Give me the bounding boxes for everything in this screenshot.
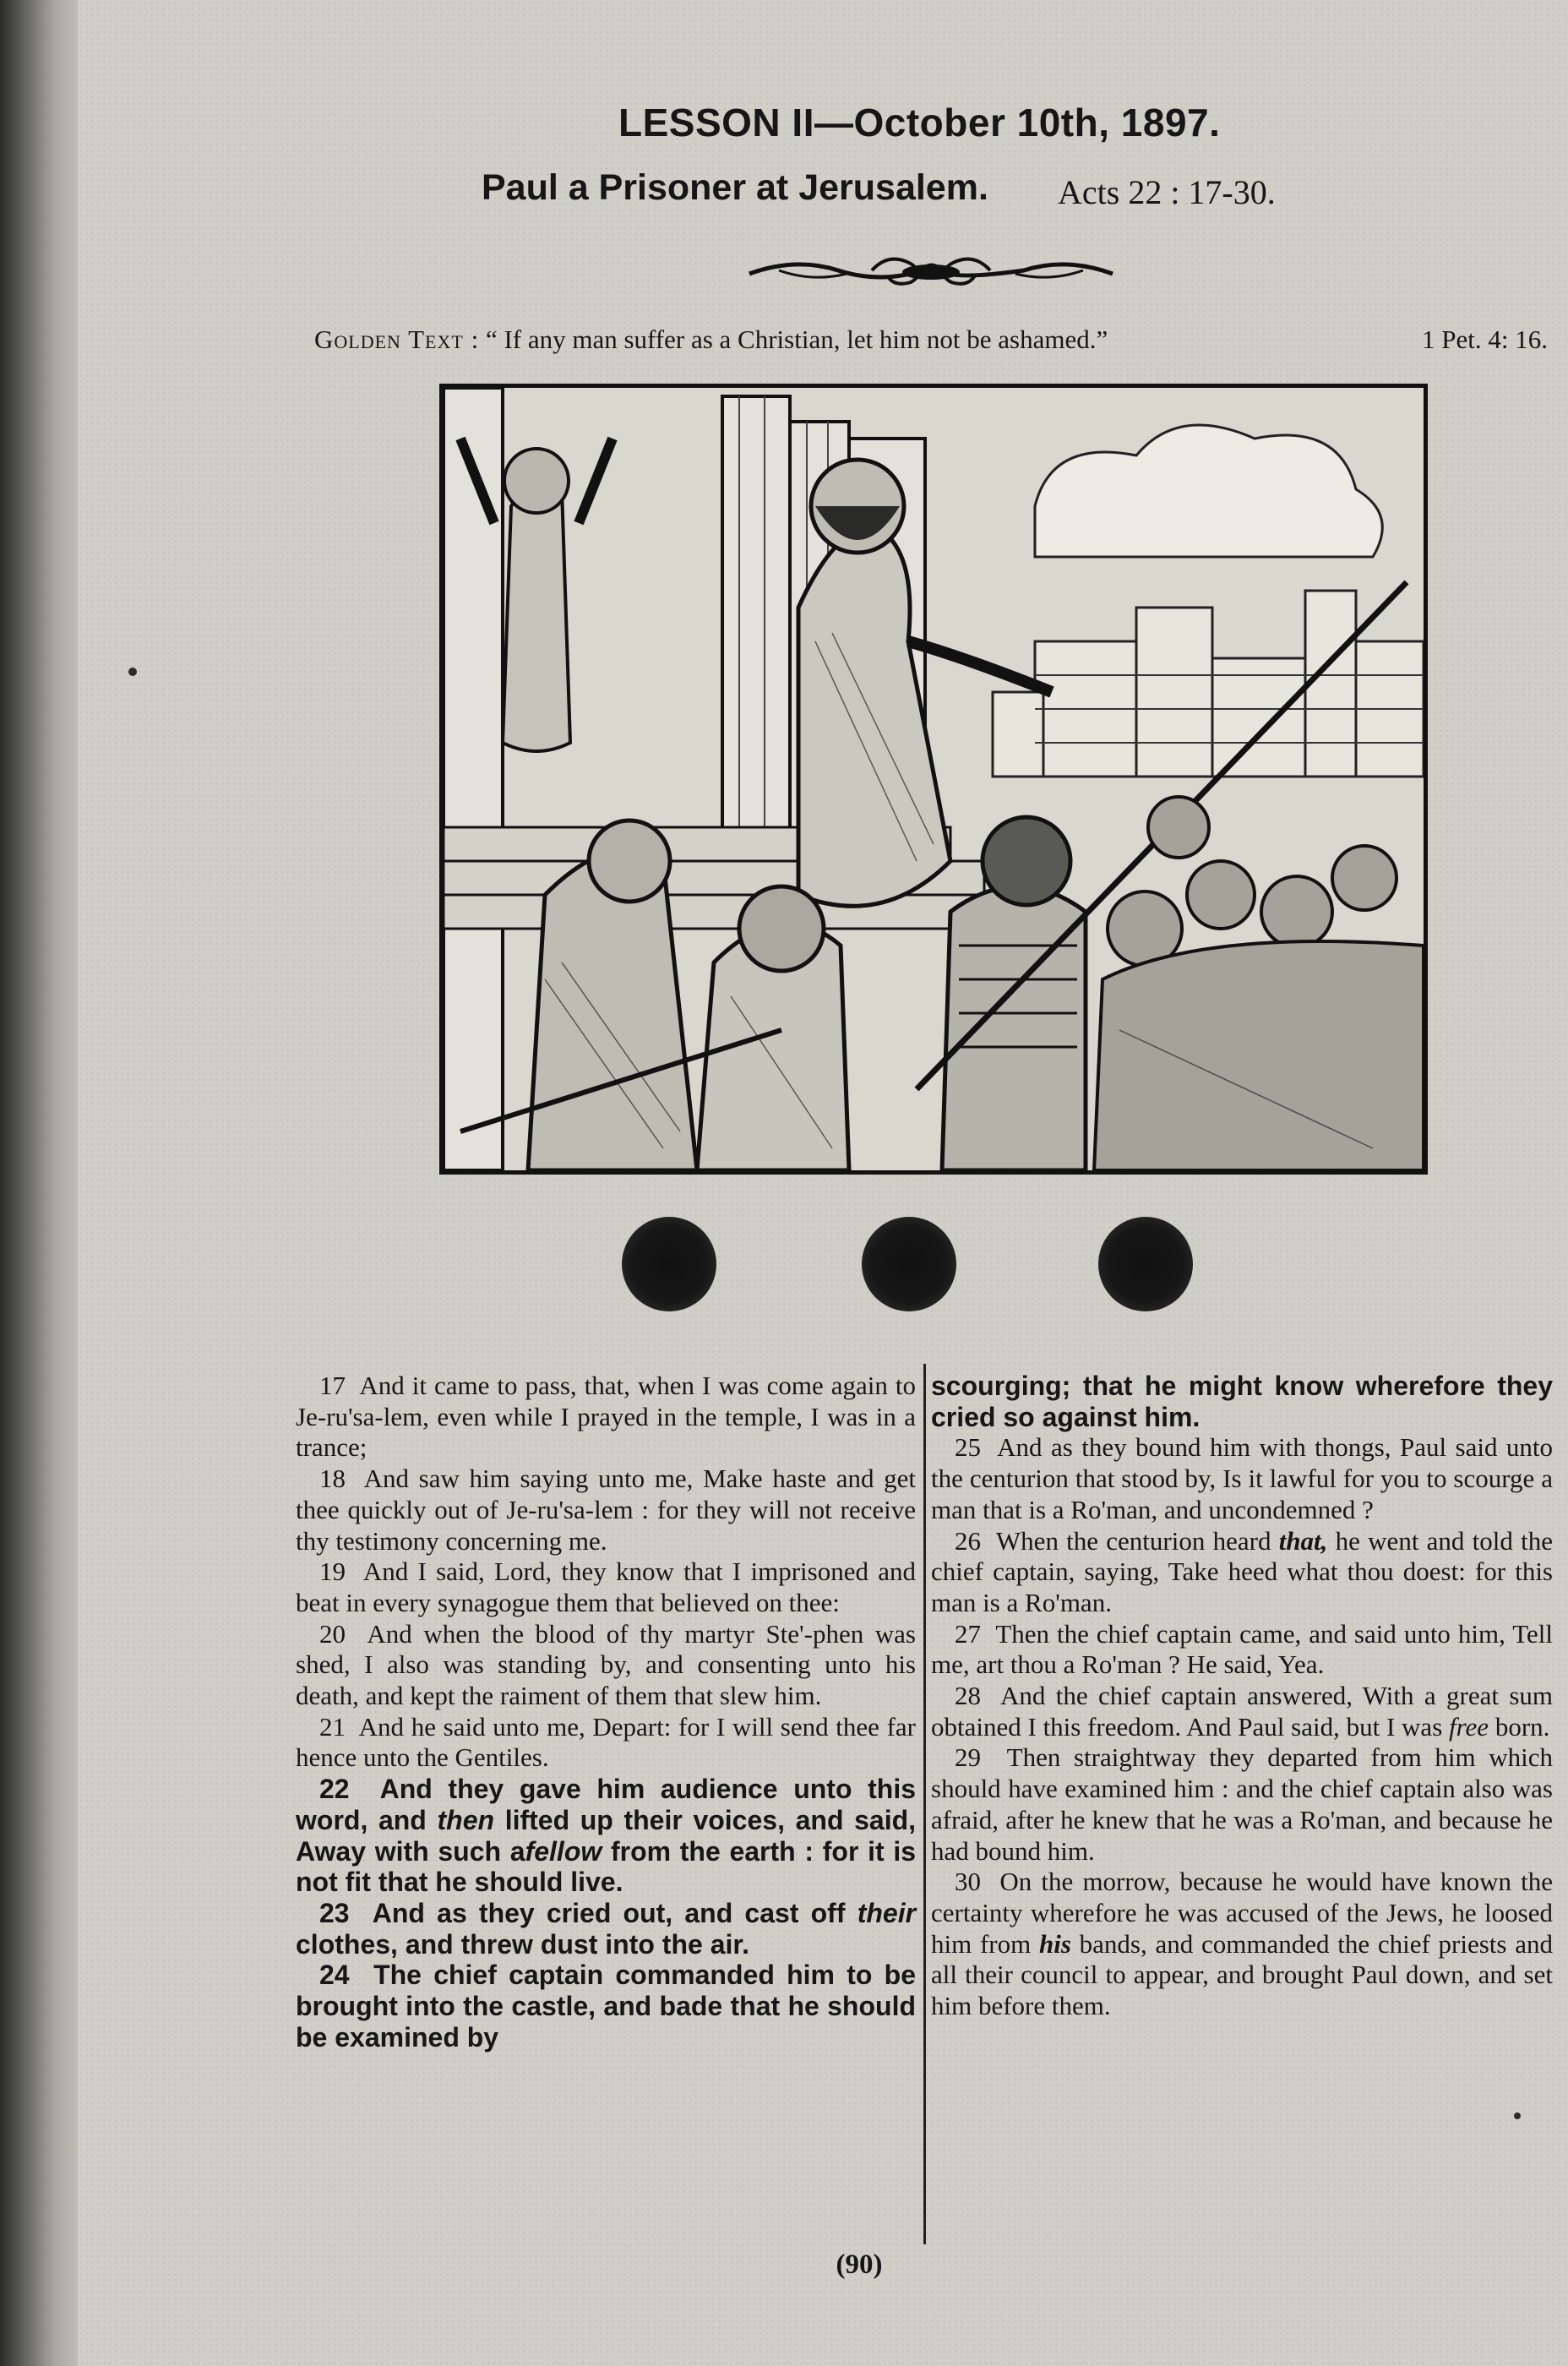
verse-21: 21 And he said unto me, Depart: for I will send thee far hence unto the Gentiles. [296, 1711, 916, 1773]
engraving-icon [444, 388, 1424, 1170]
book-spine-shadow [0, 0, 78, 2366]
verse-26: 26 When the centurion heard that, he went and told the chief captain, saying, Take heed what thou doest: for this man is a Ro'man. [931, 1525, 1554, 1617]
ornament-dot-icon [862, 1217, 956, 1311]
page-number: (90) [836, 2249, 883, 2280]
scripture-reference: Acts 22 : 17-30. [1058, 173, 1276, 211]
golden-text-quote: “ If any man suffer as a Christian, let him not be ashamed.” [485, 324, 1108, 354]
golden-text-citation: 1 Pet. 4: 16. [1422, 324, 1548, 354]
verse-22: 22 And they gave him audience unto this word, and then lifted up their voices, and said, Away with such afellow from the earth : for it is not fit that he should live. [296, 1774, 917, 1898]
verse-23: 23 And as they cried out, and cast off their clothes, and threw dust into the air. [296, 1897, 917, 1960]
verse-17: 17 And it came to pass, that, when I was come again to Je-ru'sa-lem, even while I prayed in the temple, I was in a trance; [296, 1371, 917, 1463]
column-divider [923, 1364, 926, 2244]
ornament-dot-icon [622, 1217, 716, 1311]
verse-29: 29 Then straightway they departed from him which should have examined him : and the chief captain also was afraid, after he knew that he was a Ro'man, and because he had bound him. [931, 1742, 1553, 1866]
ink-speck [1514, 2112, 1521, 2119]
golden-text-label: Golden Text : [314, 324, 480, 354]
golden-text [314, 324, 1548, 355]
right-column [931, 1371, 1553, 2022]
illustration-engraving [439, 384, 1428, 1175]
ink-speck [128, 668, 137, 676]
book-page [78, 0, 1568, 2366]
verse-30: 30 On the morrow, because he would have known the certainty wherefore he was accused of the Jews, he loosed him from his bands, and commanded the chief priests and all their council to appear, and brought Paul down, and set him before them. [931, 1867, 1553, 2021]
verse-28: 28 And the chief captain answered, With a great sum obtained I this freedom. And Paul said, but I was free born. [931, 1681, 1553, 1742]
lesson-heading: LESSON II—October 10th, 1897. [618, 101, 1221, 144]
lesson-title: Paul a Prisoner at Jerusalem. [482, 167, 988, 208]
verse-24-continued: scourging; that he might know wherefore they cried so against him. [931, 1371, 1553, 1432]
verse-20: 20 And when the blood of thy martyr Ste'-phen was shed, I also was standing by, and consenting unto his death, and kept the raiment of them that slew him. [296, 1618, 916, 1711]
verse-27: 27 Then the chief captain came, and said unto him, Tell me, art thou a Ro'man ? He said, Yea. [931, 1618, 1553, 1680]
verse-24: 24 The chief captain commanded him to be brought into the castle, and bade that he should be examined by [296, 1960, 916, 2053]
left-column [296, 1371, 916, 2053]
flourish-ornament-icon [745, 245, 1117, 296]
ornament-dot-icon [1098, 1217, 1193, 1311]
verse-18: 18 And saw him saying unto me, Make haste and get thee quickly out of Je-ru'sa-lem : for they will not receive thy testimony concerning me. [296, 1464, 916, 1556]
verse-25: 25 And as they bound him with thongs, Paul said unto the centurion that stood by, Is it lawful for you to scourge a man that is a Ro'man, and uncondemned ? [931, 1432, 1554, 1524]
verse-19: 19 And I said, Lord, they know that I imprisoned and beat in every synagogue them that believed on thee: [296, 1556, 917, 1617]
